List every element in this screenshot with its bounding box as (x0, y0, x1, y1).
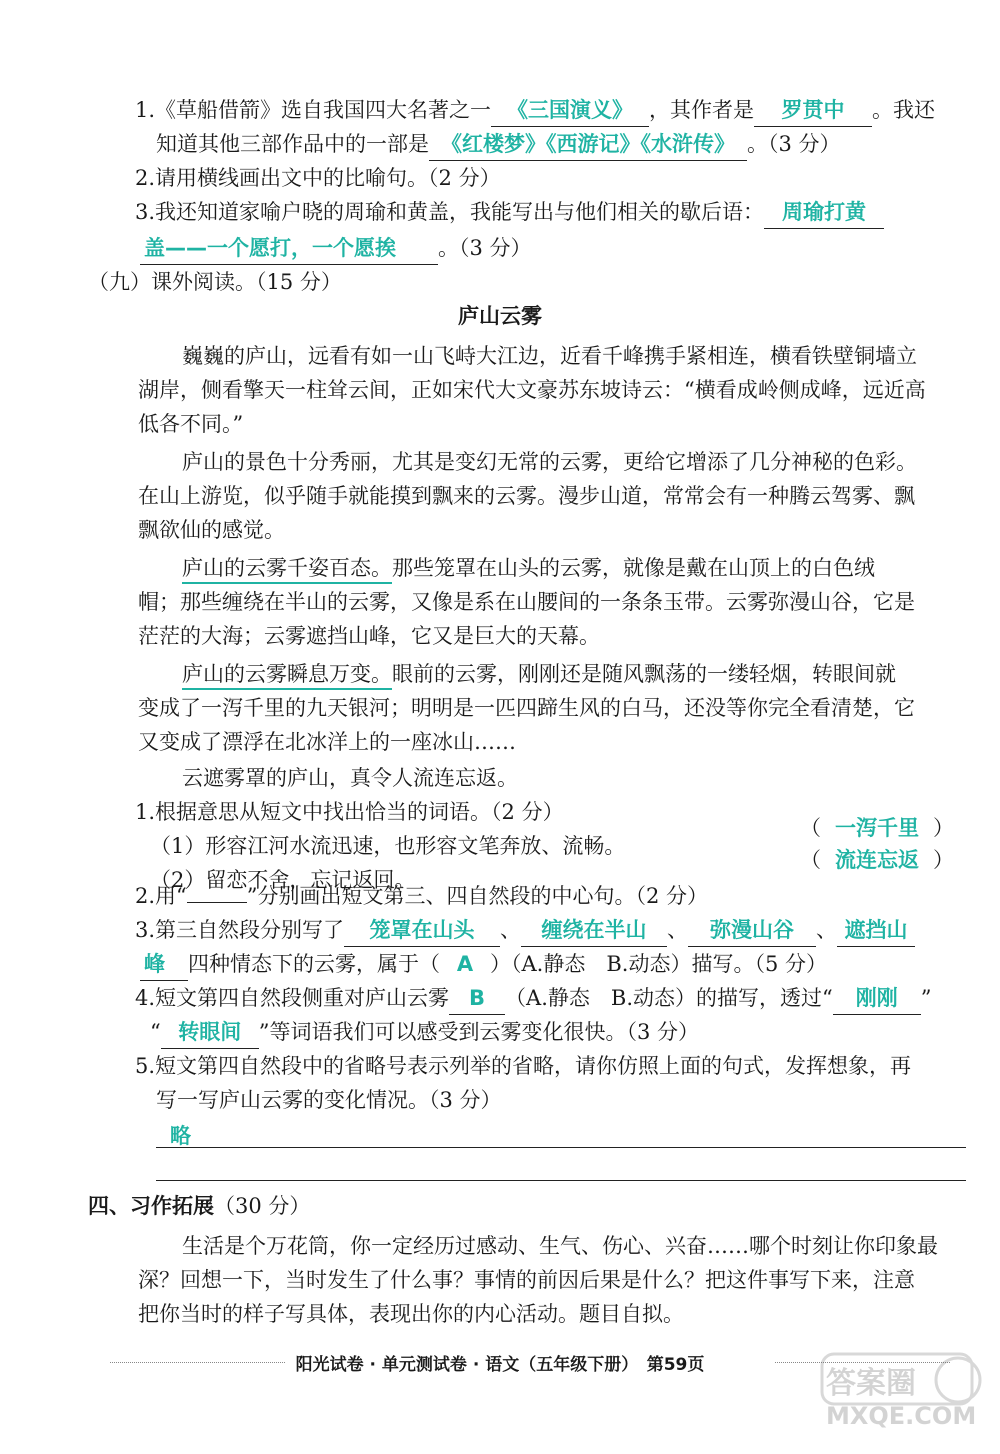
q2-text: ”分别画出短文第三、四自然段的中心句。（2 分） (246, 884, 709, 908)
q3r-answer-1: 笼罩在山头 (344, 914, 500, 947)
reading-q2 (135, 880, 708, 912)
section-4-title: 四、习作拓展 (88, 1194, 214, 1218)
passage-p3-line1 (182, 552, 875, 584)
page-footer: 阳光试卷 · 单元测试卷 · 语文（五年级下册） 第59页 (295, 1355, 705, 1375)
section-4-score: （30 分） (214, 1194, 311, 1218)
section-4-line2: 深？回想一下，当时发生了什么事？事情的前因后果是什么？把这件事写下来，注意 (138, 1268, 915, 1292)
q1-text: 。我还 (872, 98, 936, 122)
passage-p2-line2: 在山上游览，似乎随手就能摸到飘来的云雾。漫步山道，常常会有一种腾云驾雾、飘 (138, 484, 915, 508)
q2-blank (187, 902, 247, 903)
q4-text: “ (150, 1020, 161, 1044)
reading-q3-line1 (135, 914, 915, 947)
q1-text: ，其作者是 (649, 98, 755, 122)
q4-text: （A.静态 B.动态）的描写，透过“ (505, 986, 833, 1010)
q3r-answer-4a: 遮挡山 (837, 914, 915, 947)
p4-text: 眼前的云雾，刚刚还是随风飘荡的一缕轻烟，转眼间就 (392, 662, 896, 686)
passage-p4-line3: 又变成了漂浮在北冰洋上的一座冰山…… (138, 730, 516, 754)
q3-answer-part2: 盖——一个愿打，一个愿挨 (140, 232, 438, 265)
q3-text: 3.我还知道家喻户晓的周瑜和黄盖，我能写出与他们相关的歇后语： (135, 200, 765, 224)
q1-text: 知道其他三部作品中的一部是 (156, 132, 429, 156)
q1-text: 1.《草船借箭》选自我国四大名著之一 (135, 98, 492, 122)
passage-p1-line3: 低各不同。” (138, 412, 244, 436)
reading-q5-line1: 5.短文第四自然段中的省略号表示列举的省略，请你仿照上面的句式，发挥想象，再 (135, 1054, 912, 1078)
q3r-sep: 、 (667, 918, 689, 942)
passage-p4-line1 (182, 658, 896, 690)
q1-text: 。（3 分） (747, 132, 841, 156)
question-3-line-1 (135, 196, 884, 229)
section-4-heading (88, 1190, 310, 1222)
q2-text: 2.用“ (135, 884, 187, 908)
question-2: 2.请用横线画出文中的比喻句。（2 分） (135, 166, 501, 190)
q3r-text: ）（A.静态 B.动态）描写。（5 分） (490, 952, 827, 976)
q3r-answer-2: 缠绕在半山 (521, 914, 667, 947)
q1-answer-author: 罗贯中 (754, 94, 872, 127)
reading-q1b-answer (800, 844, 954, 876)
reading-q4-line2 (150, 1016, 699, 1049)
q4-text: 4.短文第四自然段侧重对庐山云雾 (135, 986, 450, 1010)
q3r-choice: A (456, 952, 474, 976)
watermark-text: 答案圈 MXQE.COM (826, 1366, 977, 1430)
reading-q1a-text: （1）形容江河水流迅速，也形容文笔奔放、流畅。 (150, 834, 626, 858)
q1-answer-book: 《三国演义》 (491, 94, 649, 127)
passage-p4-line2: 变成了一泻千里的九天银河；明明是一匹四蹄生风的白马，还没等你完全看清楚，它 (138, 696, 915, 720)
q1b-answer: 流连忘返 (835, 848, 919, 872)
passage-p2-line1: 庐山的景色十分秀丽，尤其是变幻无常的云雾，更给它增添了几分神秘的色彩。 (182, 450, 917, 474)
reading-q1a-answer (800, 812, 954, 844)
passage-p3-line2: 帽；那些缠绕在半山的云雾，又像是系在山腰间的一条条玉带。云雾弥漫山谷，它是 (138, 590, 915, 614)
p3-topic-sentence: 庐山的云雾千姿百态。 (182, 556, 392, 584)
paren-open: （ (800, 848, 821, 872)
question-3-line-2 (140, 232, 532, 265)
passage-p5: 云遮雾罩的庐山，真令人流连忘返。 (182, 766, 518, 790)
reading-q4-line1 (135, 982, 931, 1015)
section-9-heading: （九）课外阅读。（15 分） (88, 270, 342, 294)
q3-text: 。（3 分） (438, 236, 532, 260)
passage-p1-line1: 巍巍的庐山，远看有如一山飞峙大江边，近看千峰携手紧相连，横看铁壁铜墙立 (182, 344, 917, 368)
reading-q5-line2: 写一写庐山云雾的变化情况。（3 分） (156, 1088, 502, 1112)
passage-title: 庐山云雾 (458, 304, 542, 328)
p4-topic-sentence: 庐山的云雾瞬息万变。 (182, 662, 392, 690)
question-1-line-1 (135, 94, 935, 127)
q3r-answer-4b: 峰 (140, 948, 188, 981)
q3r-answer-3: 弥漫山谷 (688, 914, 816, 947)
reading-q1-heading: 1.根据意思从短文中找出恰当的词语。（2 分） (135, 800, 564, 824)
q4-text: ” (920, 986, 932, 1010)
section-4-line3: 把你当时的样子写具体，表现出你的内心活动。题目自拟。 (138, 1302, 684, 1326)
reading-q1b-text: （2）留恋不舍，忘记返回。 (150, 868, 416, 892)
q1-answer-books: 《红楼梦》《西游记》《水浒传》 (429, 128, 747, 161)
watermark-logo (818, 1350, 988, 1440)
paren-close: ） (933, 816, 954, 840)
q1a-answer: 一泻千里 (835, 816, 919, 840)
p3-text: 那些笼罩在山头的云雾，就像是戴在山顶上的白色绒 (392, 556, 875, 580)
q4-answer-2: 转眼间 (161, 1016, 259, 1049)
q3r-text: 3.第三自然段分别写了 (135, 918, 345, 942)
q5-answer: 略 (170, 1124, 191, 1148)
answer-line-2 (156, 1180, 966, 1181)
q3r-text: 四种情态下的云雾，属于（ (188, 952, 440, 976)
section-4-line1: 生活是个万花筒，你一定经历过感动、生气、伤心、兴奋……哪个时刻让你印象最 (182, 1234, 938, 1258)
paren-open: （ (800, 816, 821, 840)
paren-close: ） (933, 848, 954, 872)
q3-answer-part1: 周瑜打黄 (764, 196, 884, 229)
q3r-sep: 、 (816, 918, 838, 942)
q4-choice: B (449, 982, 505, 1015)
passage-p1-line2: 湖岸，侧看擎天一柱耸云间，正如宋代大文豪苏东坡诗云：“横看成岭侧成峰，远近高 (138, 378, 926, 402)
passage-p2-line3: 飘欲仙的感觉。 (138, 518, 285, 542)
reading-q3-line2 (140, 948, 827, 981)
question-1-line-2 (156, 128, 841, 161)
q4-text: ”等词语我们可以感受到云雾变化很快。（3 分） (258, 1020, 700, 1044)
answer-line-1 (156, 1147, 966, 1148)
q4-answer-1: 刚刚 (833, 982, 921, 1015)
passage-p3-line3: 茫茫的大海；云雾遮挡山峰，它又是巨大的天幕。 (138, 624, 600, 648)
q3r-sep: 、 (500, 918, 522, 942)
